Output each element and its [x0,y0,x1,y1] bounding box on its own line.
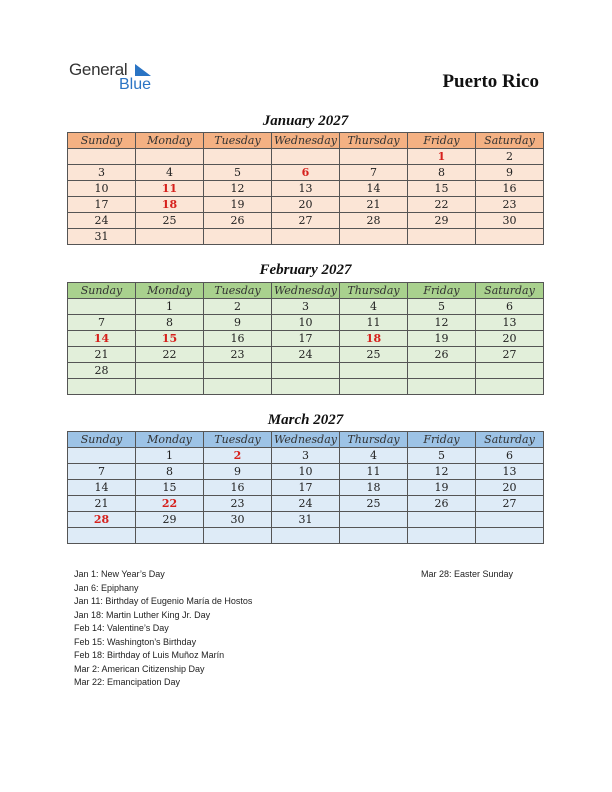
holiday-entry: Jan 1: New Year’s Day [74,569,165,579]
day-cell: 27 [476,496,544,512]
generalblue-logo [69,60,169,96]
day-cell: 7 [68,315,136,331]
weekday-header: Sunday [68,432,136,448]
day-cell: 21 [340,197,408,213]
holiday-entry: Jan 18: Martin Luther King Jr. Day [74,609,211,620]
day-cell: 12 [408,464,476,480]
weekday-header: Monday [136,133,204,149]
weekday-header: Sunday [68,283,136,299]
week-row [68,213,544,229]
empty-day-cell [408,528,476,544]
weekday-header-row [68,283,544,299]
empty-day-cell [340,363,408,379]
week-row [68,464,544,480]
day-cell: 4 [340,448,408,464]
logo-text-general: General [69,60,128,79]
holiday-entry: Feb 15: Washington’s Birthday [74,636,197,647]
day-cell: 8 [136,315,204,331]
day-cell: 25 [340,347,408,363]
weekday-header: Friday [408,133,476,149]
week-row [68,299,544,315]
day-cell: 23 [204,347,272,363]
day-cell: 6 [272,165,340,181]
weekday-header: Thursday [340,133,408,149]
day-cell: 17 [68,197,136,213]
day-cell: 15 [136,480,204,496]
day-cell: 26 [204,213,272,229]
day-cell: 29 [408,213,476,229]
day-cell: 25 [136,213,204,229]
week-row [68,165,544,181]
day-cell: 9 [476,165,544,181]
day-cell: 21 [68,496,136,512]
week-row [68,512,544,528]
empty-day-cell [68,379,136,395]
week-row [68,528,544,544]
holiday-entry: Feb 14: Valentine’s Day [74,623,169,633]
day-cell: 4 [136,165,204,181]
calendar-february [67,282,544,395]
weekday-header: Wednesday [272,432,340,448]
day-cell: 16 [476,181,544,197]
day-cell: 8 [136,464,204,480]
weekday-header: Tuesday [204,283,272,299]
day-cell: 28 [340,213,408,229]
day-cell: 23 [476,197,544,213]
day-cell: 6 [476,299,544,315]
day-cell: 10 [68,181,136,197]
day-cell: 7 [68,464,136,480]
day-cell: 20 [476,331,544,347]
week-row [68,379,544,395]
empty-day-cell [136,363,204,379]
day-cell: 21 [68,347,136,363]
holiday-entry: Jan 11: Birthday of Eugenio María de Hostos [74,596,253,606]
week-row [68,331,544,347]
day-cell: 24 [68,213,136,229]
day-cell: 12 [408,315,476,331]
day-cell: 2 [476,149,544,165]
day-cell: 13 [476,315,544,331]
weekday-header: Monday [136,432,204,448]
day-cell: 3 [272,448,340,464]
day-cell: 3 [272,299,340,315]
day-cell: 8 [408,165,476,181]
day-cell: 31 [68,229,136,245]
empty-day-cell [476,379,544,395]
day-cell: 10 [272,315,340,331]
day-cell: 25 [340,496,408,512]
empty-day-cell [476,528,544,544]
empty-day-cell [476,363,544,379]
weekday-header: Saturday [476,133,544,149]
logo-text-blue: Blue [119,76,152,93]
empty-day-cell [340,379,408,395]
empty-day-cell [136,229,204,245]
empty-day-cell [68,528,136,544]
day-cell: 11 [340,315,408,331]
weekday-header: Friday [408,283,476,299]
weekday-header-row [68,133,544,149]
day-cell: 23 [204,496,272,512]
empty-day-cell [204,363,272,379]
weekday-header: Wednesday [272,283,340,299]
day-cell: 13 [272,181,340,197]
weekday-header-row [68,432,544,448]
day-cell: 12 [204,181,272,197]
day-cell: 18 [136,197,204,213]
empty-day-cell [272,229,340,245]
weekday-header: Thursday [340,283,408,299]
empty-day-cell [68,299,136,315]
day-cell: 3 [68,165,136,181]
week-row [68,197,544,213]
day-cell: 24 [272,347,340,363]
day-cell: 1 [136,299,204,315]
day-cell: 13 [476,464,544,480]
day-cell: 24 [272,496,340,512]
empty-day-cell [476,512,544,528]
day-cell: 16 [204,480,272,496]
weekday-header: Monday [136,283,204,299]
day-cell: 9 [204,315,272,331]
month-title-january: January 2027 [262,113,349,129]
day-cell: 14 [340,181,408,197]
holiday-entry: Mar 2: American Citizenship Day [74,663,205,674]
empty-day-cell [408,379,476,395]
holiday-entry: Feb 18: Birthday of Luis Muñoz Marín [74,650,225,660]
weekday-header: Saturday [476,283,544,299]
day-cell: 26 [408,496,476,512]
day-cell: 19 [408,480,476,496]
week-row [68,496,544,512]
logo-flag-icon [133,63,153,77]
week-row [68,315,544,331]
day-cell: 22 [136,347,204,363]
day-cell: 5 [204,165,272,181]
empty-day-cell [408,512,476,528]
weekday-header: Tuesday [204,133,272,149]
day-cell: 15 [136,331,204,347]
empty-day-cell [136,149,204,165]
empty-day-cell [68,149,136,165]
day-cell: 2 [204,448,272,464]
day-cell: 28 [68,363,136,379]
day-cell: 30 [476,213,544,229]
empty-day-cell [136,528,204,544]
day-cell: 30 [204,512,272,528]
day-cell: 18 [340,480,408,496]
day-cell: 9 [204,464,272,480]
empty-day-cell [204,528,272,544]
month-title-february: February 2027 [259,262,352,278]
day-cell: 2 [204,299,272,315]
calendar-january [67,132,544,245]
day-cell: 17 [272,480,340,496]
day-cell: 17 [272,331,340,347]
day-cell: 6 [476,448,544,464]
day-cell: 27 [272,213,340,229]
week-row [68,181,544,197]
day-cell: 18 [340,331,408,347]
day-cell: 5 [408,299,476,315]
week-row [68,149,544,165]
holiday-entry: Mar 22: Emancipation Day [74,677,181,687]
week-row [68,363,544,379]
day-cell: 28 [68,512,136,528]
weekday-header: Thursday [340,432,408,448]
weekday-header: Tuesday [204,432,272,448]
day-cell: 1 [408,149,476,165]
holiday-list-right [421,568,513,582]
day-cell: 31 [272,512,340,528]
day-cell: 20 [476,480,544,496]
day-cell: 4 [340,299,408,315]
holiday-entry: Mar 28: Easter Sunday [421,569,514,579]
day-cell: 1 [136,448,204,464]
day-cell: 20 [272,197,340,213]
day-cell: 5 [408,448,476,464]
week-row [68,229,544,245]
day-cell: 26 [408,347,476,363]
weekday-header: Sunday [68,133,136,149]
weekday-header: Friday [408,432,476,448]
empty-day-cell [340,528,408,544]
day-cell: 19 [408,331,476,347]
day-cell: 29 [136,512,204,528]
empty-day-cell [272,363,340,379]
empty-day-cell [204,149,272,165]
week-row [68,480,544,496]
day-cell: 27 [476,347,544,363]
empty-day-cell [340,149,408,165]
day-cell: 15 [408,181,476,197]
country-title: Puerto Rico [442,71,539,92]
holiday-entry: Jan 6: Epiphany [74,582,139,593]
empty-day-cell [408,363,476,379]
week-row [68,347,544,363]
day-cell: 22 [408,197,476,213]
month-title-march: March 2027 [267,412,344,428]
day-cell: 19 [204,197,272,213]
empty-day-cell [272,528,340,544]
empty-day-cell [204,379,272,395]
weekday-header: Wednesday [272,133,340,149]
week-row [68,448,544,464]
empty-day-cell [68,448,136,464]
empty-day-cell [204,229,272,245]
empty-day-cell [340,512,408,528]
empty-day-cell [272,379,340,395]
day-cell: 14 [68,480,136,496]
day-cell: 11 [340,464,408,480]
calendar-march [67,431,544,544]
day-cell: 7 [340,165,408,181]
empty-day-cell [476,229,544,245]
empty-day-cell [408,229,476,245]
day-cell: 22 [136,496,204,512]
empty-day-cell [340,229,408,245]
empty-day-cell [272,149,340,165]
weekday-header: Saturday [476,432,544,448]
day-cell: 11 [136,181,204,197]
empty-day-cell [136,379,204,395]
day-cell: 14 [68,331,136,347]
holiday-list-left [74,568,252,690]
day-cell: 10 [272,464,340,480]
day-cell: 16 [204,331,272,347]
